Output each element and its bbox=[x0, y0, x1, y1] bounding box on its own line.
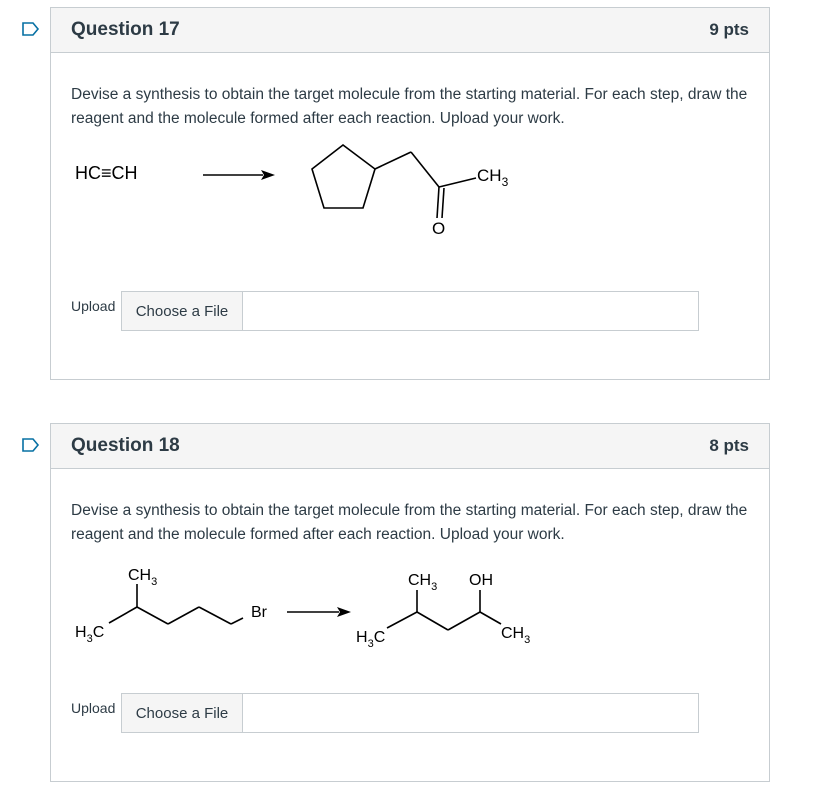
question-18-header bbox=[51, 424, 769, 469]
product-molecule-17 bbox=[312, 145, 476, 218]
file-upload-field[interactable] bbox=[121, 693, 699, 733]
question-text: Devise a synthesis to obtain the target molecule from the starting material. For each step, draw the reagent and the molecule formed after each reaction. Upload your work. bbox=[71, 502, 748, 543]
file-upload-field[interactable] bbox=[121, 291, 699, 331]
start-h3c-label: H bbox=[75, 624, 87, 641]
question-17-card bbox=[50, 7, 770, 380]
svg-text:CH3 bbox=[408, 572, 437, 593]
upload-label: Upload bbox=[71, 298, 116, 314]
product-oh-label: OH bbox=[469, 572, 493, 589]
product-h3c-label: H bbox=[356, 629, 368, 646]
flag-question-18-icon[interactable] bbox=[22, 438, 40, 452]
svg-text:CH3 bbox=[128, 567, 157, 588]
reaction-scheme-18 bbox=[71, 562, 571, 652]
start-h3c-subscript: 3 bbox=[86, 633, 93, 645]
question-18-card bbox=[50, 423, 770, 782]
product-ch3-label: CH bbox=[477, 166, 502, 185]
question-points: 9 pts bbox=[709, 20, 749, 39]
starting-material-18 bbox=[109, 584, 243, 624]
svg-text:H3C bbox=[75, 624, 104, 645]
reaction-arrow-icon bbox=[287, 607, 351, 617]
svg-text:H3C bbox=[356, 629, 385, 650]
product-ch3-right-label: CH bbox=[501, 625, 525, 642]
start-ch3-label: CH bbox=[128, 567, 152, 584]
reaction-arrow-icon bbox=[203, 170, 275, 180]
choose-file-button[interactable]: Choose a File bbox=[122, 292, 243, 330]
start-ch3-subscript: 3 bbox=[151, 576, 158, 588]
product-h3c-end: C bbox=[373, 629, 386, 646]
start-br-label: Br bbox=[251, 604, 267, 621]
reaction-scheme-17 bbox=[71, 140, 571, 240]
question-text: Devise a synthesis to obtain the target molecule from the starting material. For each step, draw the reagent and the molecule formed after each reaction. Upload your work. bbox=[71, 86, 748, 127]
question-title: Question 18 bbox=[71, 435, 180, 456]
product-oxygen-label: O bbox=[432, 219, 446, 238]
svg-text:CH3 bbox=[477, 166, 509, 189]
product-ch3-subscript: 3 bbox=[501, 175, 509, 189]
svg-text:CH3 bbox=[501, 625, 530, 646]
starting-material-acetylene: HC≡CH bbox=[75, 163, 138, 183]
choose-file-button[interactable]: Choose a File bbox=[122, 694, 243, 732]
question-points: 8 pts bbox=[709, 436, 749, 455]
product-molecule-18 bbox=[387, 590, 501, 630]
question-title: Question 17 bbox=[71, 19, 180, 40]
flag-question-17-icon[interactable] bbox=[22, 22, 40, 36]
product-h3c-subscript: 3 bbox=[367, 638, 374, 650]
product-ch3-right-subscript: 3 bbox=[524, 634, 531, 646]
start-h3c-end: C bbox=[92, 624, 105, 641]
upload-label: Upload bbox=[71, 700, 116, 716]
question-17-header bbox=[51, 8, 769, 53]
product-ch3-left-label: CH bbox=[408, 572, 432, 589]
product-ch3-left-subscript: 3 bbox=[431, 581, 438, 593]
